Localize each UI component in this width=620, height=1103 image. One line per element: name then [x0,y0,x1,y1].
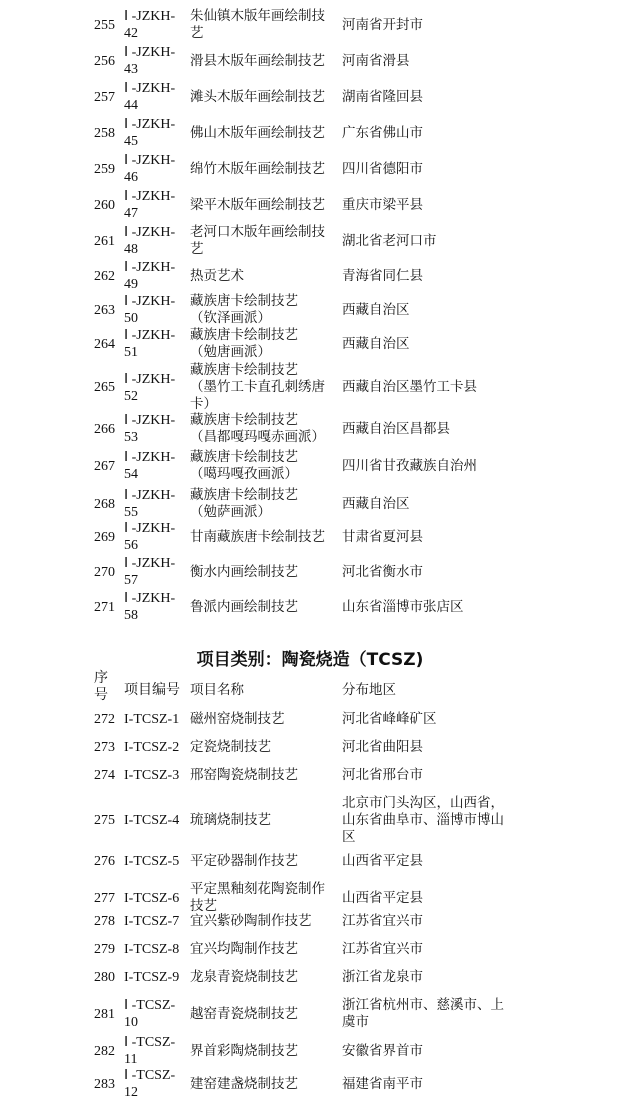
cell-num: 279 [94,942,115,957]
cell-name: 艺 [190,241,204,257]
cell-name: 技艺 [190,898,217,914]
cell-code: 11 [124,1052,138,1067]
cell-code: Ⅰ -JZKH- [124,450,176,465]
cell-code: Ⅰ -JZKH- [124,371,176,387]
cell-region: 广东省佛山市 [342,124,423,141]
cell-code: 44 [124,98,138,113]
cell-name: 热贡艺术 [190,267,244,284]
cell-code: 43 [124,62,138,77]
cell-num: 268 [94,496,115,512]
cell-num: 269 [94,529,115,545]
cell-region: 河北省衡水市 [342,563,423,580]
cell-region: 湖南省隆回县 [342,88,423,105]
cell-code: 58 [124,608,138,623]
cell-num: 265 [94,380,115,395]
cell-name: 藏族唐卡绘制技艺 [190,412,298,428]
cell-num: 271 [94,599,115,615]
cell-num: 258 [94,125,115,141]
cell-code: I-TCSZ-6 [124,890,180,906]
cell-name: （勉唐画派） [190,344,271,360]
cell-name: 藏族唐卡绘制技艺 [190,293,298,309]
cell-code: Ⅰ -JZKH- [124,488,176,503]
cell-region: 福建省南平市 [342,1075,423,1092]
cell-code: Ⅰ -TCSZ- [124,998,176,1013]
cell-code: 47 [124,206,138,221]
cell-num: 282 [94,1043,115,1059]
cell-code: 12 [124,1085,138,1100]
cell-code: Ⅰ -JZKH- [124,294,176,309]
cell-region: 区 [342,829,356,845]
cell-code: 55 [124,505,138,520]
cell-code: I-TCSZ-8 [124,942,180,957]
cell-num: 270 [94,564,115,580]
cell-code: I-TCSZ-1 [124,712,180,727]
cell-region: 青海省同仁县 [342,267,423,284]
cell-num: 261 [94,233,115,249]
cell-code: Ⅰ -JZKH- [124,45,176,60]
cell-region: 河北省峰峰矿区 [342,711,437,727]
header-code: 项目编号 [124,683,180,698]
cell-num: 283 [94,1076,115,1092]
cell-region: 河北省邢台市 [342,767,423,783]
cell-code: 49 [124,277,138,292]
header-num-line1: 序 [94,671,108,686]
section-title: 项目类别：陶瓷烧造（TCSZ) [196,650,424,670]
cell-code: I-TCSZ-5 [124,854,180,869]
cell-region: 浙江省龙泉市 [342,969,423,985]
cell-name: 绵竹木版年画绘制技艺 [190,160,325,177]
cell-code: 57 [124,573,138,588]
cell-code: 46 [124,170,138,185]
cell-name: 甘南藏族唐卡绘制技艺 [190,528,325,545]
cell-region: 四川省德阳市 [342,160,423,177]
cell-code: 51 [124,345,138,360]
cell-name: 平定黑釉刻花陶瓷制作 [190,881,325,897]
cell-name: 老河口木版年画绘制技 [190,224,325,240]
cell-num: 263 [94,302,115,318]
cell-code: Ⅰ -JZKH- [124,328,176,343]
cell-name: （昌都嘎玛嘎赤画派） [190,429,325,445]
cell-code: 54 [124,467,138,482]
cell-region: 西藏自治区墨竹工卡县 [342,379,477,395]
cell-region: 山东省曲阜市、淄博市博山 [342,812,504,828]
cell-name: 鲁派内画绘制技艺 [190,598,298,615]
cell-region: 河北省曲阳县 [342,739,423,755]
cell-name: （勉萨画派） [190,504,271,520]
cell-region: 西藏自治区 [342,495,410,512]
cell-code: Ⅰ -JZKH- [124,413,176,428]
cell-name: 艺 [190,25,204,41]
cell-code: Ⅰ -TCSZ- [124,1068,176,1083]
cell-name: 界首彩陶烧制技艺 [190,1042,298,1059]
cell-num: 267 [94,458,115,474]
cell-name: 滑县木版年画绘制技艺 [190,52,325,69]
cell-num: 277 [94,890,115,906]
cell-num: 273 [94,740,115,755]
cell-name: 平定砂器制作技艺 [190,853,298,869]
cell-code: I-TCSZ-2 [124,740,180,755]
cell-region: 山西省平定县 [342,853,423,869]
cell-region: 西藏自治区 [342,301,410,318]
cell-code: 45 [124,134,138,149]
cell-code: I-TCSZ-7 [124,914,180,929]
cell-name: 藏族唐卡绘制技艺 [190,449,298,465]
cell-num: 280 [94,970,115,985]
cell-num: 275 [94,813,115,828]
cell-code: 52 [124,388,138,404]
cell-num: 281 [94,1006,115,1022]
cell-code: Ⅰ -JZKH- [124,9,176,24]
cell-num: 256 [94,53,115,69]
cell-region: 北京市门头沟区，山西省， [342,795,504,811]
cell-region: 四川省甘孜藏族自治州 [342,457,477,474]
cell-num: 262 [94,268,115,284]
cell-code: 53 [124,430,138,445]
cell-name: 衡水内画绘制技艺 [190,563,298,580]
cell-region: 湖北省老河口市 [342,232,437,249]
cell-name: 卡） [190,396,217,412]
cell-code: I-TCSZ-3 [124,768,180,783]
cell-num: 264 [94,336,115,352]
cell-code: 42 [124,26,138,41]
cell-region: 浙江省杭州市、慈溪市、上 [342,997,504,1013]
cell-name: 藏族唐卡绘制技艺 [190,487,298,503]
cell-code: Ⅰ -JZKH- [124,153,176,168]
cell-name: （噶玛嘎孜画派） [190,466,298,482]
cell-name: 琉璃烧制技艺 [190,812,271,828]
cell-name: 滩头木版年画绘制技艺 [190,88,325,105]
cell-name: 朱仙镇木版年画绘制技 [190,8,325,24]
cell-num: 255 [94,17,115,33]
cell-region: 江苏省宜兴市 [342,941,423,957]
cell-name: 宜兴紫砂陶制作技艺 [190,913,312,929]
cell-name: 定瓷烧制技艺 [190,739,271,755]
cell-num: 276 [94,854,115,869]
cell-region: 西藏自治区昌都县 [342,420,450,437]
cell-num: 274 [94,768,115,783]
cell-code: Ⅰ -JZKH- [124,225,176,240]
cell-region: 山东省淄博市张店区 [342,598,464,615]
cell-name: 梁平木版年画绘制技艺 [190,196,325,213]
cell-code: Ⅰ -JZKH- [124,81,176,96]
cell-num: 260 [94,197,115,213]
cell-code: Ⅰ -TCSZ- [124,1035,176,1050]
cell-num: 259 [94,161,115,177]
cell-code: I-TCSZ-4 [124,813,180,828]
cell-code: Ⅰ -JZKH- [124,260,176,275]
cell-code: Ⅰ -JZKH- [124,591,176,606]
cell-region: 江苏省宜兴市 [342,913,423,929]
cell-name: 建窑建盏烧制技艺 [190,1075,298,1092]
cell-region: 西藏自治区 [342,335,410,352]
cell-region: 安徽省界首市 [342,1042,423,1059]
cell-name: 宜兴均陶制作技艺 [190,941,298,957]
cell-num: 272 [94,712,115,727]
cell-code: Ⅰ -JZKH- [124,117,176,132]
cell-code: 48 [124,242,138,257]
cell-name: 邢窑陶瓷烧制技艺 [190,767,298,783]
header-num-line2: 号 [94,688,108,703]
header-region: 分布地区 [342,682,396,698]
cell-code: I-TCSZ-9 [124,970,180,985]
cell-region: 重庆市梁平县 [342,196,423,213]
cell-num: 278 [94,914,115,929]
cell-region: 甘肃省夏河县 [342,528,423,545]
cell-name: 越窑青瓷烧制技艺 [190,1005,298,1022]
cell-code: Ⅰ -JZKH- [124,556,176,571]
cell-name: （钦泽画派） [190,310,271,326]
cell-name: 磁州窑烧制技艺 [190,711,285,727]
cell-code: 56 [124,538,138,553]
cell-region: 河南省开封市 [342,16,423,33]
cell-region: 河南省滑县 [342,52,410,69]
cell-name: 藏族唐卡绘制技艺 [190,327,298,343]
cell-code: 50 [124,311,138,326]
cell-code: Ⅰ -JZKH- [124,521,176,536]
cell-code: Ⅰ -JZKH- [124,189,176,204]
cell-region: 虞市 [342,1014,369,1030]
header-name: 项目名称 [190,682,244,698]
cell-name: 龙泉青瓷烧制技艺 [190,969,298,985]
cell-name: 佛山木版年画绘制技艺 [190,124,325,141]
cell-num: 266 [94,421,115,437]
cell-region: 山西省平定县 [342,889,423,906]
cell-num: 257 [94,89,115,105]
cell-name: 藏族唐卡绘制技艺 [190,362,298,378]
cell-name: （墨竹工卡直孔刺绣唐 [190,379,325,395]
cell-code: 10 [124,1015,138,1030]
